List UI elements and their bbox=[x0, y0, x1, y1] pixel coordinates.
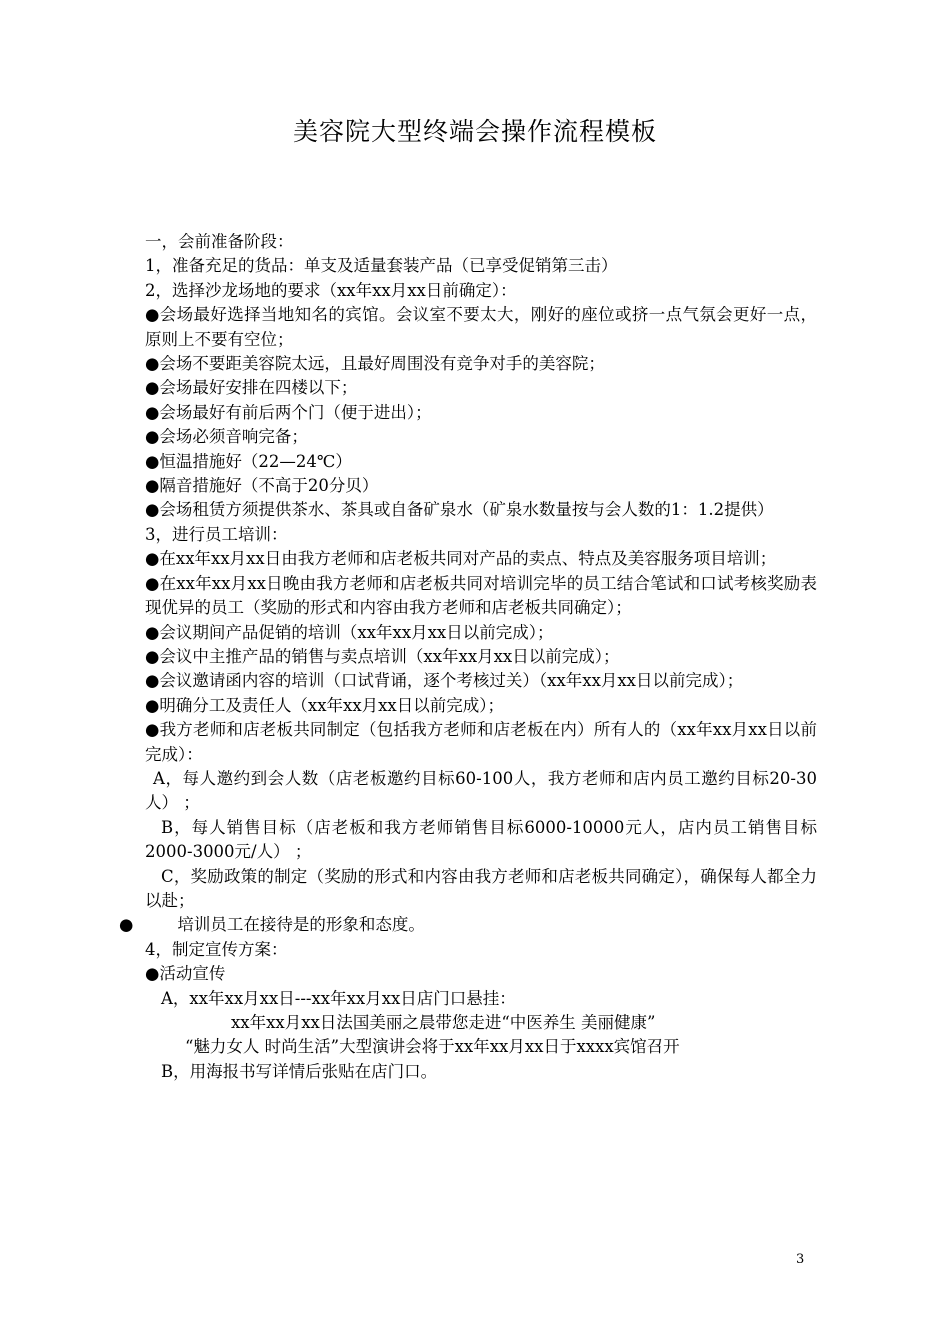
section-heading-prep: 一，会前准备阶段： bbox=[145, 232, 294, 251]
sub-item-text: A，每人邀约到会人数（店老板邀约目标60-100人，我方老师和店内员工邀约目标20-30人） ； bbox=[145, 768, 817, 813]
banner-text-line2 bbox=[145, 1035, 817, 1059]
list-item: 2，选择沙龙场地的要求（xx年xx月xx日前确定）： bbox=[145, 280, 517, 300]
list-item: 4，制定宣传方案： bbox=[145, 939, 288, 959]
bullet-item: ●明确分工及责任人（xx年xx月xx日以前完成）； bbox=[145, 695, 504, 715]
bullet-glyph: ● bbox=[119, 915, 134, 935]
bullet-item: ●恒温措施好（22—24℃） bbox=[145, 451, 352, 471]
sub-item-b: B，用海报书写详情后张贴在店门口。 bbox=[161, 1061, 438, 1081]
bullet-item: ●会议中主推产品的销售与卖点培训（xx年xx月xx日以前完成）； bbox=[145, 646, 620, 666]
bullet-item: ●在xx年xx月xx日晚由我方老师和店老板共同对培训完毕的员工结合笔试和口试考核奖励表现优异的员工（奖励的形式和内容由我方老师和店老板共同确定）； bbox=[145, 573, 817, 618]
bullet-item: ●会议邀请函内容的培训（口试背诵，逐个考核过关）（xx年xx月xx日以前完成）； bbox=[145, 671, 744, 691]
bullet-item: ●会场租赁方须提供茶水、茶具或自备矿泉水（矿泉水数量按与会人数的1：1.2提供） bbox=[145, 500, 774, 520]
bullet-item: ●会场最好有前后两个门（便于进出）； bbox=[145, 402, 432, 422]
bullet-item-outdented bbox=[119, 913, 817, 937]
list-item: 3，进行员工培训： bbox=[145, 524, 288, 544]
sub-item-a: A，xx年xx月xx日---xx年xx月xx日店门口悬挂： bbox=[161, 988, 516, 1008]
sub-item-a bbox=[145, 767, 817, 816]
sub-item-c bbox=[145, 865, 817, 914]
bullet-item: ●我方老师和店老板共同制定（包括我方老师和店老板在内）所有人的（xx年xx月xx日以前完成）： bbox=[145, 720, 817, 764]
sub-item-b bbox=[145, 816, 817, 865]
banner-text-line1: xx年xx月xx日法国美丽之晨带您走进“中医养生 美丽健康” bbox=[231, 1013, 656, 1032]
bullet-item: ●会场最好安排在四楼以下； bbox=[145, 378, 358, 398]
sub-item-text: C，奖励政策的制定（奖励的形式和内容由我方老师和店老板共同确定），确保每人都全力以赴； bbox=[145, 866, 817, 910]
bullet-item: ●会场必须音响完备； bbox=[145, 427, 308, 447]
bullet-item: ●在xx年xx月xx日由我方老师和店老板共同对产品的卖点、特点及美容服务项目培训； bbox=[145, 549, 777, 569]
bullet-item: ●会场不要距美容院太远，且最好周围没有竞争对手的美容院； bbox=[145, 354, 605, 374]
banner-text: “魅力女人 时尚生活”大型演讲会将于xx年xx月xx日于xxxx宾馆召开 bbox=[185, 1037, 680, 1057]
bullet-item: ●会议期间产品促销的培训（xx年xx月xx日以前完成）； bbox=[145, 622, 554, 642]
sub-item-text: B，每人销售目标（店老板和我方老师销售目标6000-10000元人，店内员工销售目标2000-3000元/人） ； bbox=[145, 817, 817, 862]
page-title: 美容院大型终端会操作流程模板 bbox=[292, 117, 657, 146]
bullet-text: 培训员工在接待是的形象和态度。 bbox=[177, 915, 425, 935]
page-number: 3 bbox=[796, 1252, 805, 1267]
document-body bbox=[119, 230, 817, 1084]
bullet-item: ●活动宣传 bbox=[145, 964, 226, 984]
bullet-item: ●隔音措施好（不高于20分贝） bbox=[145, 476, 379, 496]
bullet-item: ●会场最好选择当地知名的宾馆。会议室不要太大，刚好的座位或挤一点气氛会更好一点，原则上不要有空位； bbox=[145, 305, 817, 349]
list-item: 1，准备充足的货品：单支及适量套装产品（已享受促销第三击） bbox=[145, 256, 618, 276]
